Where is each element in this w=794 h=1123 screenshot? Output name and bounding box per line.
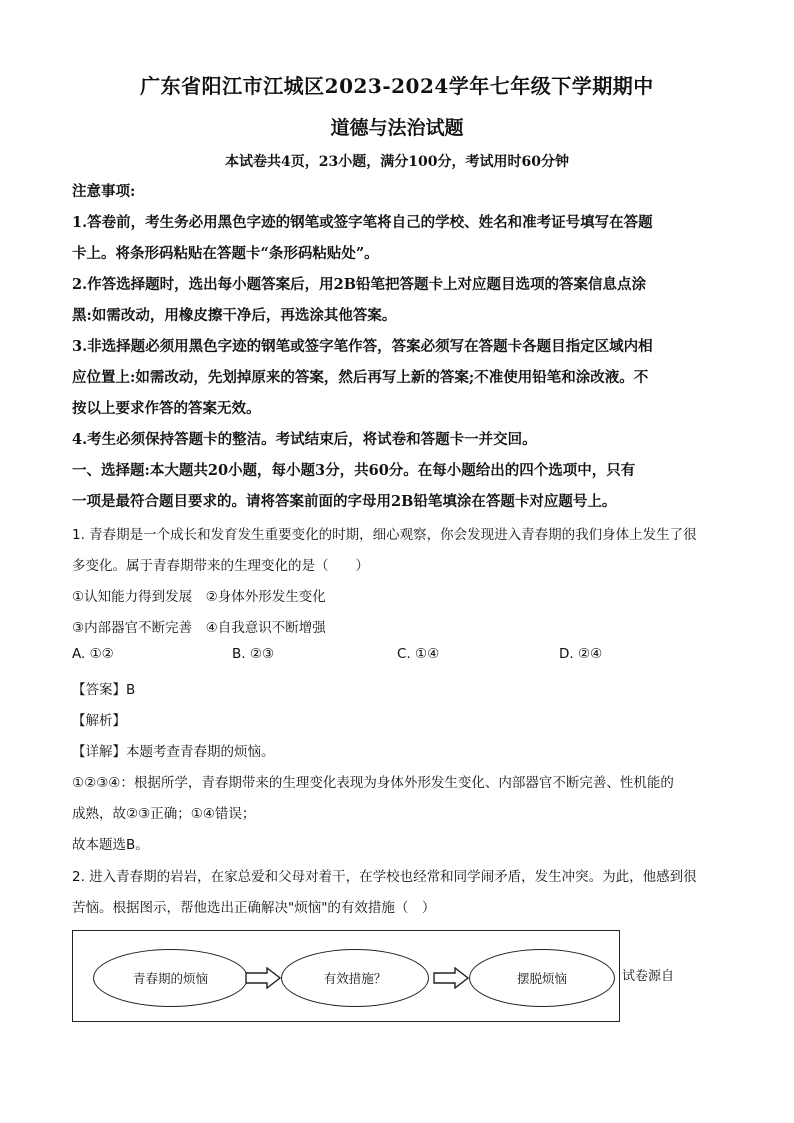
question-statement: ①认知能力得到发展 ②身体外形发生变化 (72, 589, 326, 605)
question-statement: ③内部器官不断完善 ④自我意识不断增强 (72, 620, 326, 636)
question-stem-line: 2. 进入青春期的岩岩，在家总爱和父母对着干，在学校也经常和同学闹矛盾，发生冲突。为此，他感到很 (72, 869, 697, 885)
notice-section (72, 176, 722, 517)
notice-heading: 注意事项: (72, 183, 136, 200)
question-1 (72, 520, 722, 644)
analysis-line: 故本题选B。 (72, 837, 149, 853)
source-note: 试卷源自 (622, 969, 675, 984)
notice-line: 黑:如需改动，用橡皮擦干净后，再选涂其他答案。 (72, 307, 397, 324)
analysis-line: 成熟，故②③正确；①④错误； (72, 806, 256, 822)
notice-line: 按以上要求作答的答案无效。 (72, 400, 261, 417)
analysis-label: 【解析】 (72, 713, 126, 729)
notice-line: 4.考生必须保持答题卡的整洁。考试结束后，将试卷和答题卡一并交回。 (72, 431, 537, 448)
notice-line: 2.作答选择题时，选出每小题答案后，用2B铅笔把答题卡上对应题目选项的答案信息点涂 (72, 276, 646, 293)
notice-line: 卡上。将条形码粘贴在答题卡“条形码粘贴处”。 (72, 245, 379, 262)
question-2 (72, 862, 722, 924)
section-heading-line: 一、选择题:本大题共20小题，每小题3分，共60分。在每小题给出的四个选项中，只有 (72, 462, 636, 479)
analysis-line: ①②③④：根据所学，青春期带来的生理变化表现为身体外形发生变化、内部器官不断完善、性机能的 (72, 775, 674, 791)
question-stem-line: 苦恼。根据图示，帮他选出正确解决"烦恼"的有效措施（ ） (72, 900, 436, 916)
flow-diagram (72, 930, 620, 1022)
notice-line: 1.答卷前，考生务必用黑色字迹的钢笔或签字笔将自己的学校、姓名和准考证号填写在答题 (72, 214, 653, 231)
question-1-options (72, 646, 722, 672)
notice-line: 应位置上:如需改动，先划掉原来的答案，然后再写上新的答案;不准使用铅笔和涂改液。不 (72, 369, 649, 386)
option-b: B. ②③ (232, 646, 275, 662)
analysis-line: 【详解】本题考查青春期的烦恼。 (72, 744, 275, 760)
answer-label: 【答案】B (72, 682, 136, 698)
exam-subject-title: 道德与法治试题 (330, 117, 464, 139)
option-c: C. ①④ (397, 646, 440, 662)
option-d: D. ②④ (559, 646, 603, 662)
arrow-right-icon (433, 967, 469, 989)
diagram-node-measure: 有效措施？ (281, 949, 429, 1007)
question-stem-line: 1. 青春期是一个成长和发育发生重要变化的时期，细心观察，你会发现进入青春期的我们身体上发生了很 (72, 527, 697, 543)
exam-title: 广东省阳江市江城区2023-2024学年七年级下学期期中 (140, 74, 654, 98)
exam-info: 本试卷共4页，23小题，满分100分，考试用时60分钟 (225, 154, 569, 170)
option-a: A. ①② (72, 646, 114, 662)
question-1-answer (72, 675, 722, 861)
diagram-node-relief: 摆脱烦恼 (469, 949, 615, 1007)
arrow-right-icon (245, 967, 281, 989)
section-heading-line: 一项是最符合题目要求的。请将答案前面的字母用2B铅笔填涂在答题卡对应题号上。 (72, 493, 617, 510)
notice-line: 3.非选择题必须用黑色字迹的钢笔或签字笔作答，答案必须写在答题卡各题目指定区域内相 (72, 338, 653, 355)
diagram-node-trouble: 青春期的烦恼 (93, 949, 248, 1007)
question-stem-line: 多变化。属于青春期带来的生理变化的是（ ） (72, 558, 369, 574)
